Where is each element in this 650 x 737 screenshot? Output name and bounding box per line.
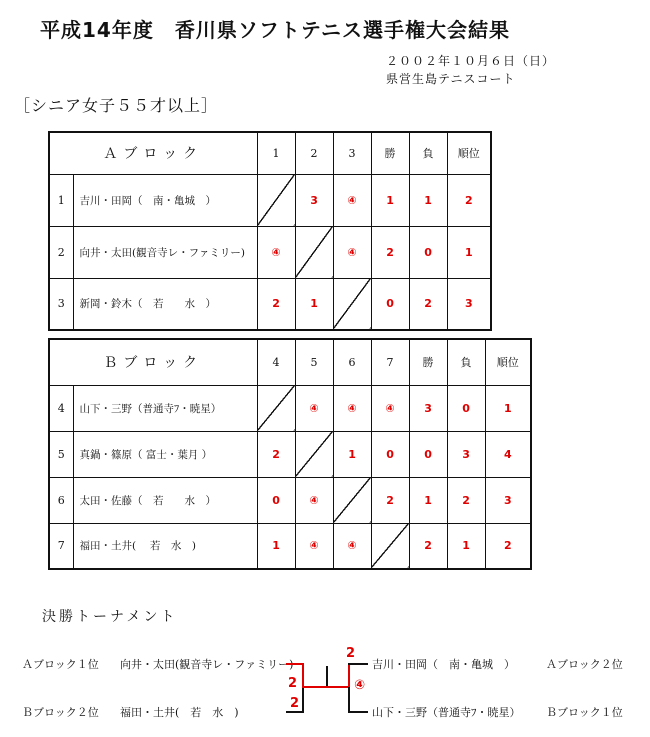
left-bottom-name: 福田・土井( 若 水 ) <box>120 706 239 719</box>
right-bottom-score: ④ <box>354 678 366 693</box>
self-cell <box>295 431 333 477</box>
loss-count: 1 <box>447 523 485 569</box>
self-cell <box>295 226 333 278</box>
left-bottom-seed: Ｂブロック２位 <box>22 706 99 719</box>
self-cell <box>257 174 295 226</box>
win-count: 2 <box>371 226 409 278</box>
left-top-name: 向井・太田(観音寺レ・ファミリー) <box>120 658 294 671</box>
bracket-line <box>348 663 350 687</box>
right-top-score: 2 <box>346 646 356 661</box>
match-result: 0 <box>371 431 409 477</box>
loss-count: 2 <box>447 477 485 523</box>
col-header: 負 <box>447 339 485 385</box>
col-header: 順位 <box>447 132 491 174</box>
col-header: 3 <box>333 132 371 174</box>
match-result: ④ <box>257 226 295 278</box>
match-result: 2 <box>257 278 295 330</box>
self-cell <box>257 385 295 431</box>
loss-count: 2 <box>409 278 447 330</box>
rank: 2 <box>485 523 531 569</box>
rank: 2 <box>447 174 491 226</box>
block-a-table <box>48 131 492 331</box>
category-heading: ［シニア女子５５才以上］ <box>14 96 219 115</box>
player-no: 7 <box>49 523 73 569</box>
col-header: 2 <box>295 132 333 174</box>
win-count: 2 <box>409 523 447 569</box>
table-row <box>49 523 531 569</box>
match-result: 2 <box>371 477 409 523</box>
semi-score: 2 <box>288 676 298 691</box>
rank: 3 <box>485 477 531 523</box>
win-count: 0 <box>371 278 409 330</box>
self-cell <box>333 278 371 330</box>
win-count: 1 <box>371 174 409 226</box>
player-no: 1 <box>49 174 73 226</box>
col-header: 負 <box>409 132 447 174</box>
event-date: ２００２年１０月６日（日） <box>386 54 556 68</box>
self-cell <box>371 523 409 569</box>
left-bottom-score: 2 <box>290 696 300 711</box>
col-header: 勝 <box>409 339 447 385</box>
bracket-line <box>326 666 328 686</box>
col-header: 順位 <box>485 339 531 385</box>
col-header: 勝 <box>371 132 409 174</box>
player-name: 太田・佐藤（ 若 水 ） <box>73 477 257 523</box>
bracket-line <box>302 663 304 687</box>
right-top-seed: Ａブロック２位 <box>546 658 623 671</box>
player-name: 山下・三野（普通寺ﾌ・暁星） <box>73 385 257 431</box>
bracket-line <box>302 686 350 688</box>
block-a-header-row <box>49 132 491 174</box>
loss-count: 0 <box>409 226 447 278</box>
win-count: 0 <box>409 431 447 477</box>
right-bottom-name: 山下・三野（普通寺ﾌ・暁星） <box>372 706 521 719</box>
win-count: 1 <box>409 477 447 523</box>
match-result: ④ <box>371 385 409 431</box>
match-result: ④ <box>333 523 371 569</box>
block-b-header-row <box>49 339 531 385</box>
match-result: 1 <box>257 523 295 569</box>
player-no: 2 <box>49 226 73 278</box>
self-cell <box>333 477 371 523</box>
page-title: 平成14年度 香川県ソフトテニス選手権大会結果 <box>40 18 511 42</box>
player-name: 吉川・田岡（ 南・亀城 ） <box>73 174 257 226</box>
tournament-title: 決勝トーナメント <box>42 609 178 625</box>
event-venue: 県営生島テニスコート <box>386 72 516 86</box>
col-header: 5 <box>295 339 333 385</box>
match-result: ④ <box>295 523 333 569</box>
table-row <box>49 278 491 330</box>
rank: 4 <box>485 431 531 477</box>
player-no: 4 <box>49 385 73 431</box>
match-result: ④ <box>295 385 333 431</box>
right-bottom-seed: Ｂブロック１位 <box>546 706 623 719</box>
loss-count: 3 <box>447 431 485 477</box>
player-name: 福田・土井( 若 水 ) <box>73 523 257 569</box>
loss-count: 1 <box>409 174 447 226</box>
rank: 3 <box>447 278 491 330</box>
bracket-line <box>348 663 368 665</box>
match-result: 1 <box>295 278 333 330</box>
match-result: ④ <box>333 385 371 431</box>
table-row <box>49 226 491 278</box>
col-header: 7 <box>371 339 409 385</box>
table-row <box>49 431 531 477</box>
match-result: 2 <box>257 431 295 477</box>
rank: 1 <box>485 385 531 431</box>
block-b-name: Ｂブロック <box>49 339 257 385</box>
player-no: 3 <box>49 278 73 330</box>
rank: 1 <box>447 226 491 278</box>
table-row <box>49 477 531 523</box>
table-row <box>49 385 531 431</box>
player-name: 新岡・鈴木（ 若 水 ） <box>73 278 257 330</box>
right-top-name: 吉川・田岡（ 南・亀城 ） <box>372 658 515 671</box>
loss-count: 0 <box>447 385 485 431</box>
col-header: 4 <box>257 339 295 385</box>
win-count: 3 <box>409 385 447 431</box>
match-result: ④ <box>333 174 371 226</box>
match-result: ④ <box>295 477 333 523</box>
block-a-name: Ａブロック <box>49 132 257 174</box>
match-result: ④ <box>333 226 371 278</box>
bracket-line <box>348 711 368 713</box>
player-no: 5 <box>49 431 73 477</box>
col-header: 1 <box>257 132 295 174</box>
player-name: 向井・太田(観音寺レ・ファミリー) <box>73 226 257 278</box>
block-b-table <box>48 338 532 570</box>
match-result: 3 <box>295 174 333 226</box>
match-result: 1 <box>333 431 371 477</box>
bracket-line <box>302 687 304 713</box>
player-no: 6 <box>49 477 73 523</box>
match-result: 0 <box>257 477 295 523</box>
left-top-seed: Ａブロック１位 <box>22 658 99 671</box>
table-row <box>49 174 491 226</box>
col-header: 6 <box>333 339 371 385</box>
player-name: 真鍋・篠原（ 富士・葉月 ） <box>73 431 257 477</box>
bracket-line <box>348 687 350 713</box>
